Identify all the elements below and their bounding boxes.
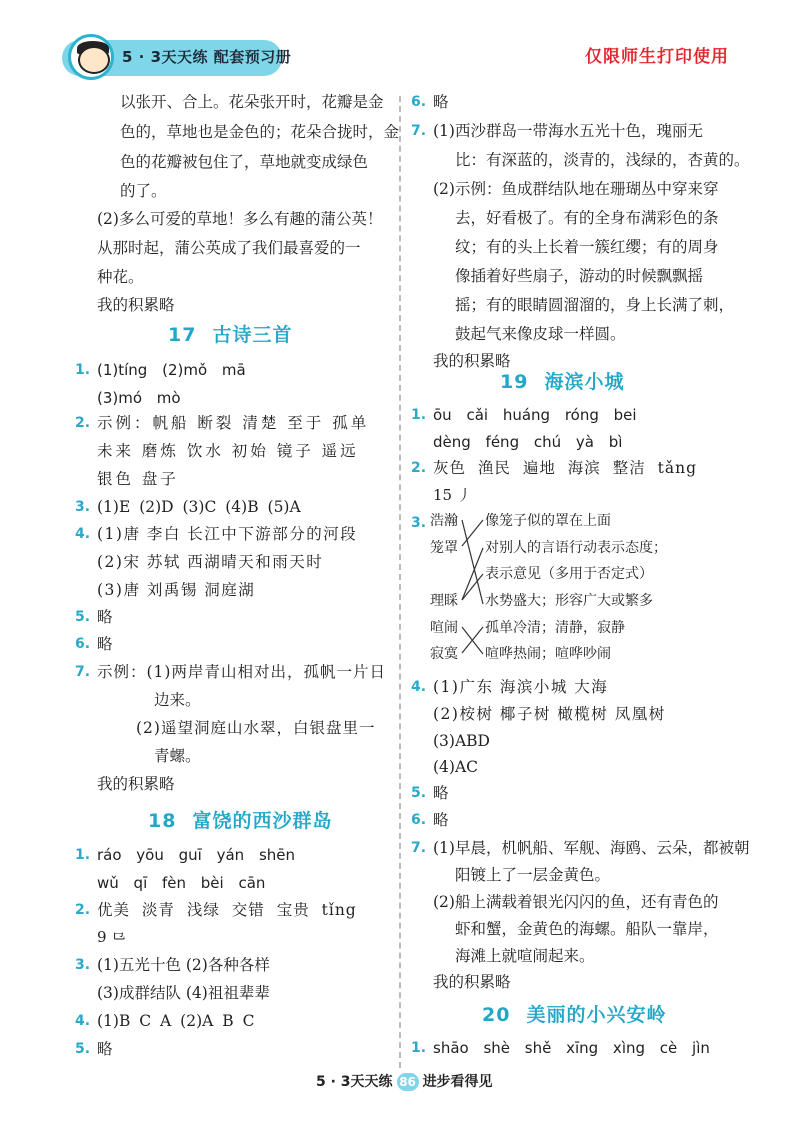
- match-right-definition: 水势盛大；形容广大或繁多: [485, 593, 653, 609]
- accumulation-note: 我的积累略: [97, 296, 175, 314]
- question-number: 4.: [411, 679, 427, 695]
- answer-line: wǔ qī fèn bèi cān: [97, 874, 266, 892]
- match-right-definition: 像笼子似的罩在上面: [485, 513, 611, 529]
- answer-line: 边来。: [154, 691, 201, 709]
- answer-line: (1)广东 海滨小城 大海: [433, 678, 609, 696]
- accumulation-note: 我的积累略: [433, 973, 511, 991]
- question-number: 1.: [75, 362, 91, 378]
- answer-line: (2)遥望洞庭山水翠，白银盘里一: [136, 719, 376, 737]
- page-number-badge: 86: [397, 1073, 419, 1091]
- question-number: 2.: [75, 902, 91, 918]
- section-title: 古诗三首: [212, 324, 293, 346]
- answer-line: (3)唐 刘禹锡 洞庭湖: [97, 581, 256, 599]
- answer-line: 海滩上就喧闹起来。: [455, 947, 595, 965]
- answer-line: 银色 盘子: [97, 470, 179, 488]
- answer-line: (2)桉树 椰子树 橄榄树 凤凰树: [433, 705, 666, 723]
- section-number: 18: [148, 810, 177, 832]
- match-right-definition: 孤单冷清；清静，寂静: [485, 620, 625, 636]
- answer-line: ráo yōu guī yán shēn: [97, 846, 295, 864]
- answer-line: 略: [97, 1040, 113, 1058]
- footer: [316, 1071, 493, 1091]
- footer-slogan: 进步看得见: [422, 1074, 493, 1090]
- answer-line: 未来 磨炼 饮水 初始 镜子 遥远: [97, 442, 359, 460]
- answer-line: 略: [433, 784, 449, 802]
- answer-line: 示例：帆船 断裂 清楚 至于 孤单: [97, 414, 370, 432]
- question-number: 5.: [411, 785, 427, 801]
- question-number: 6.: [411, 812, 427, 828]
- text-line: 色的花瓣被包住了，草地就变成绿色: [120, 153, 369, 171]
- text-line: 以张开、合上。花朵张开时，花瓣是金: [120, 93, 384, 111]
- accumulation-note: 我的积累略: [97, 775, 175, 793]
- answer-line: 青螺。: [154, 747, 201, 765]
- answer-line: (1)唐 李白 长江中下游部分的河段: [97, 525, 358, 543]
- answer-line: 虾和蟹，金黄色的海螺。船队一靠岸，: [455, 920, 719, 938]
- answer-line: ōu cǎi huáng róng bei: [433, 406, 637, 424]
- answer-line: 像插着好些扇子，游动的时候飘飘摇: [455, 267, 704, 285]
- question-number: 1.: [411, 1040, 427, 1056]
- answer-line: (2)示例：鱼成群结队地在珊瑚丛中穿来穿: [433, 180, 719, 198]
- answer-line: (1)五光十色 (2)各种各样: [97, 956, 270, 974]
- answer-line: 去，好看极了。有的全身布满彩色的条: [455, 209, 719, 227]
- answer-line: (4)AC: [433, 758, 479, 776]
- question-number: 4.: [75, 1013, 91, 1029]
- answer-line: 摇；有的眼睛圆溜溜的，身上长满了刺，: [455, 296, 735, 314]
- match-left-term: 寂寞: [430, 646, 458, 662]
- text-line: (2)多么可爱的草地！多么有趣的蒲公英！: [97, 210, 383, 228]
- section-number: 19: [500, 371, 529, 393]
- answer-line: shāo shè shě xīng xìng cè jìn: [433, 1039, 710, 1057]
- answer-line: 略: [433, 93, 449, 111]
- answer-line: dèng féng chú yà bì: [433, 433, 623, 451]
- question-number: 2.: [411, 460, 427, 476]
- question-number: 1.: [411, 407, 427, 423]
- text-line: 的了。: [120, 182, 167, 200]
- section-title: 海滨小城: [544, 371, 625, 393]
- answer-line: 示例：(1)两岸青山相对出，孤帆一片日: [97, 663, 386, 681]
- match-right-definition: 喧哗热闹；喧哗吵闹: [485, 646, 611, 662]
- question-number: 6.: [411, 94, 427, 110]
- question-number: 7.: [411, 123, 427, 139]
- answer-line: 略: [97, 608, 113, 626]
- answer-line: 略: [97, 635, 113, 653]
- section-title: 富饶的西沙群岛: [192, 810, 333, 832]
- match-left-term: 理睬: [430, 593, 458, 609]
- match-line: [462, 574, 483, 600]
- question-number: 4.: [75, 526, 91, 542]
- question-number: 2.: [75, 415, 91, 431]
- handwritten-answer: 15 丿: [433, 486, 472, 504]
- question-number: 5.: [75, 1041, 91, 1057]
- accumulation-note: 我的积累略: [433, 352, 511, 370]
- answer-line: 略: [433, 811, 449, 829]
- answer-line: 鼓起气来像皮球一样圆。: [455, 325, 626, 343]
- answer-line: (1)tíng (2)mǒ mā: [97, 361, 246, 379]
- answer-line: (3)mó mò: [97, 389, 181, 407]
- text-line: 从那时起，蒲公英成了我们最喜爱的一: [97, 239, 361, 257]
- answer-line: (1)B C A (2)A B C: [97, 1012, 255, 1030]
- question-number: 1.: [75, 847, 91, 863]
- question-number: 3.: [411, 515, 427, 531]
- answer-line: 优美 淡青 浅绿 交错 宝贵 tǐng: [97, 901, 357, 919]
- match-right-definition: 对别人的言语行动表示态度；: [485, 540, 667, 556]
- answer-line: 阳镀上了一层金黄色。: [455, 866, 611, 884]
- question-number: 6.: [75, 636, 91, 652]
- section-number: 20: [482, 1004, 511, 1026]
- match-left-term: 笼罩: [430, 540, 458, 556]
- answer-line: (1)E (2)D (3)C (4)B (5)A: [97, 498, 301, 516]
- section-number: 17: [168, 324, 197, 346]
- answer-line: 纹；有的头上长着一簇红缨；有的周身: [455, 238, 719, 256]
- section-heading-20: [482, 1000, 666, 1027]
- text-line: 种花。: [97, 268, 144, 286]
- footer-brand: 5 · 3天天练: [316, 1074, 393, 1090]
- section-title: 美丽的小兴安岭: [526, 1004, 667, 1026]
- match-right-definition: 表示意见（多用于否定式）: [485, 566, 653, 582]
- answer-line: (3)成群结队 (4)祖祖辈辈: [97, 984, 270, 1002]
- handwritten-answer: 9 ⺋: [97, 928, 127, 946]
- answer-line: (2)船上满载着银光闪闪的鱼，还有青色的: [433, 893, 719, 911]
- answer-line: (2)宋 苏轼 西湖晴天和雨天时: [97, 553, 324, 571]
- answer-line: 比：有深蓝的，淡青的，浅绿的，杏黄的。: [455, 151, 750, 169]
- question-number: 7.: [411, 840, 427, 856]
- header-brand: 5 · 3天天练 配套预习册: [122, 48, 292, 66]
- match-left-term: 喧闹: [430, 620, 458, 636]
- answer-line: (1)西沙群岛一带海水五光十色，瑰丽无: [433, 122, 703, 140]
- header-notice: 仅限师生打印使用: [585, 47, 729, 67]
- question-number: 7.: [75, 664, 91, 680]
- question-number: 3.: [75, 957, 91, 973]
- answer-line: (3)ABD: [433, 732, 490, 750]
- answer-line: 灰色 渔民 遍地 海滨 整洁 tǎng: [433, 459, 698, 477]
- answer-line: (1)早晨，机帆船、军舰、海鸥、云朵，都被朝: [433, 839, 750, 857]
- match-left-term: 浩瀚: [430, 513, 458, 529]
- text-line: 色的，草地也是金色的；花朵合拢时，金: [120, 123, 400, 141]
- question-number: 3.: [75, 499, 91, 515]
- question-number: 5.: [75, 609, 91, 625]
